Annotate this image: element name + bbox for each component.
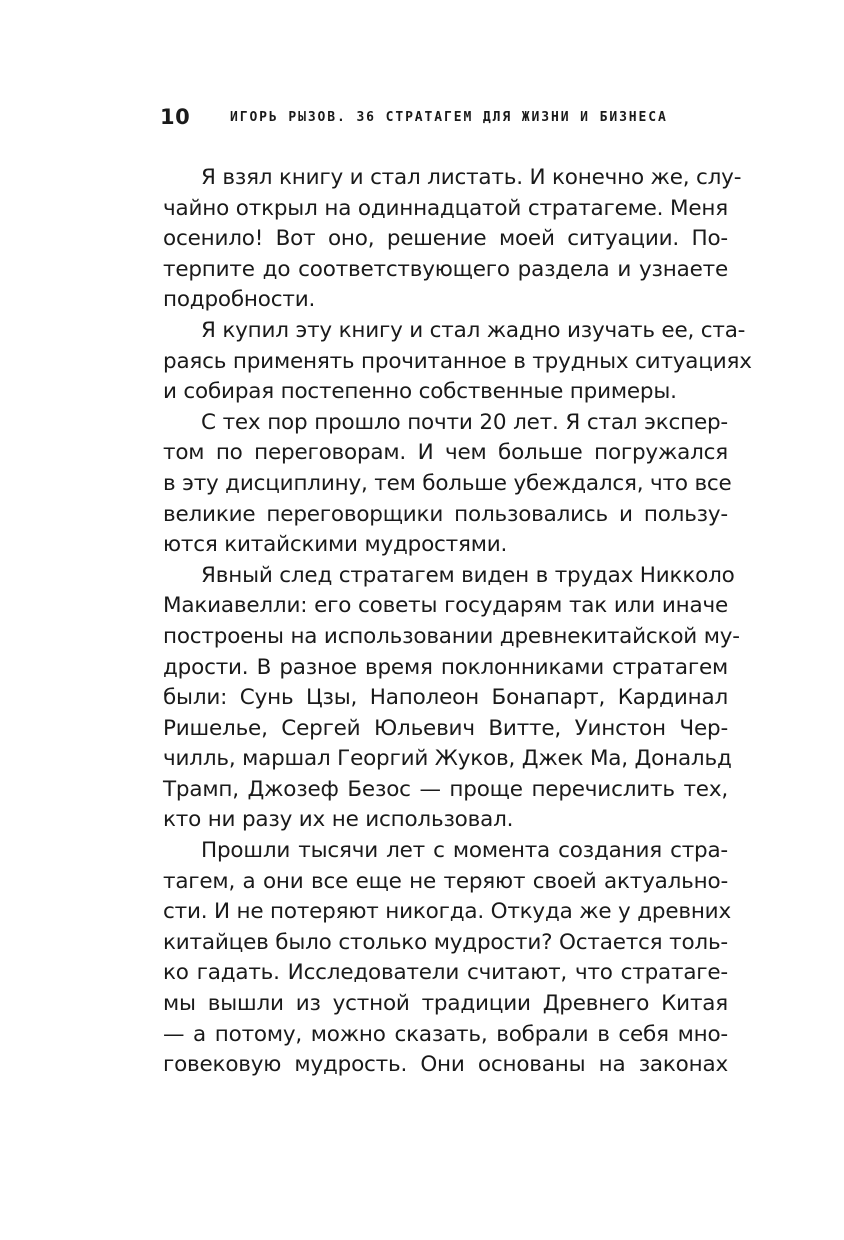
text-line: ко гадать. Исследователи считают, что стратаге-	[163, 960, 728, 986]
text-line: в эту дисциплину, тем больше убеждался, что все	[163, 470, 732, 496]
text-line: и собирая постепенно собственные примеры.	[163, 379, 677, 405]
text-line: ются китайскими мудростями.	[163, 532, 508, 558]
text-line: чайно открыл на одиннадцатой стратагеме. Меня	[163, 195, 728, 221]
text-line: дрости. В разное время поклонниками стратагем	[163, 654, 728, 680]
running-header	[160, 104, 720, 130]
text-line: тагем, а они все еще не теряют своей актуально-	[163, 868, 728, 894]
body-text	[163, 163, 752, 1081]
text-line: осенило! Вот оно, решение моей ситуации. По-	[163, 226, 728, 252]
text-line: том по переговорам. И чем больше погружался	[163, 440, 728, 466]
paragraph	[163, 836, 731, 1081]
text-line: Я взял книгу и стал листать. И конечно же, слу-	[201, 165, 742, 190]
paragraph	[163, 316, 752, 408]
text-line: Я купил эту книгу и стал жадно изучать ее, ста-	[201, 317, 746, 343]
text-line: С тех пор прошло почти 20 лет. Я стал экспер-	[201, 409, 728, 435]
text-line: раясь применять прочитанное в трудных ситуациях	[163, 348, 752, 374]
text-line: Трамп, Джозеф Безос — проще перечислить тех,	[163, 776, 728, 802]
text-line: чилль, маршал Георгий Жуков, Джек Ма, Дональд	[163, 746, 732, 772]
text-line: великие переговорщики пользовались и пользу-	[163, 501, 728, 527]
text-line: сти. И не потеряют никогда. Откуда же у древних	[163, 899, 731, 925]
paragraph	[163, 163, 742, 316]
text-line: кто ни разу их не использовал.	[163, 807, 514, 833]
text-line: подробности.	[163, 287, 316, 313]
text-line: Явный след стратагем виден в трудах Никколо	[201, 562, 735, 588]
paragraph	[163, 561, 740, 836]
text-line: Ришелье, Сергей Юльевич Витте, Уинстон Чер-	[163, 715, 728, 741]
text-line: — а потому, можно сказать, вобрали в себя мно-	[163, 1021, 728, 1047]
paragraph	[163, 408, 732, 561]
text-line: китайцев было столько мудрости? Остается толь-	[163, 929, 728, 955]
text-line: были: Сунь Цзы, Наполеон Бонапарт, Кардинал	[163, 685, 728, 711]
text-line: построены на использовании древнекитайской му-	[163, 623, 740, 649]
text-line: говековую мудрость. Они основаны на законах	[163, 1052, 728, 1078]
text-line: Прошли тысячи лет с момента создания стра-	[201, 838, 728, 864]
text-line: терпите до соответствующего раздела и узнаете	[163, 256, 728, 282]
text-line: Макиавелли: его советы государям так или иначе	[163, 593, 728, 619]
running-title: ИГОРЬ РЫЗОВ. 36 СТРАТАГЕМ ДЛЯ ЖИЗНИ И БИЗНЕСА	[230, 110, 668, 125]
page-number: 10	[160, 105, 191, 129]
text-line: мы вышли из устной традиции Древнего Китая	[163, 991, 728, 1017]
